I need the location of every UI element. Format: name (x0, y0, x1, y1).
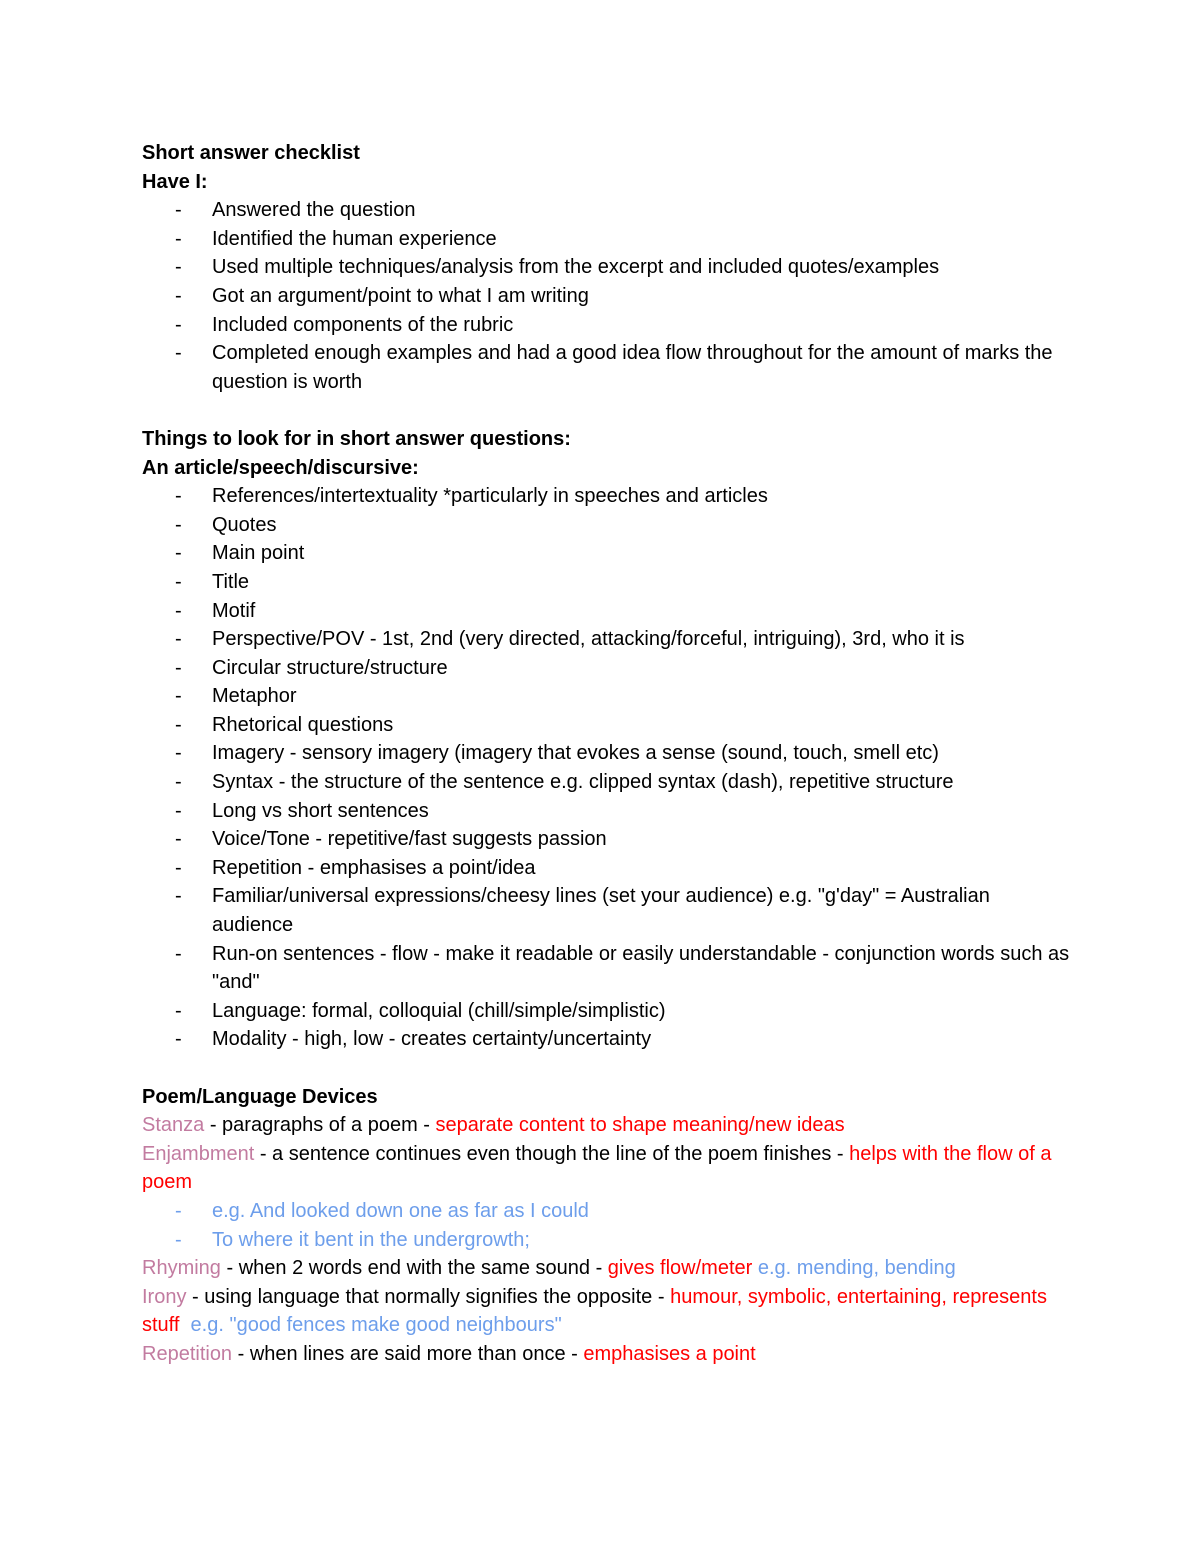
list-item: - Perspective/POV - 1st, 2nd (very directed, attacking/forceful, intriguing), 3rd, who it is (142, 625, 1072, 654)
checklist-list (142, 196, 1072, 396)
spacer (142, 1054, 1072, 1083)
things-subtitle: An article/speech/discursive: (142, 456, 419, 479)
list-item: - Answered the question (142, 196, 1072, 225)
list-item: - Rhetorical questions (142, 711, 1072, 740)
repetition-definition: - when lines are said more than once - (232, 1342, 584, 1365)
stanza-term: Stanza (142, 1114, 205, 1137)
enjambment-effect: helps with the flow of a poem (142, 1142, 1052, 1194)
stanza-definition: - paragraphs of a poem - (204, 1114, 436, 1137)
list-item: - To where it bent in the undergrowth; (142, 1226, 1072, 1255)
repetition-entry (142, 1340, 1072, 1369)
rhyming-term: Rhyming (142, 1257, 221, 1280)
list-item: - Circular structure/structure (142, 654, 1072, 683)
rhyming-example: e.g. mending, bending (752, 1257, 956, 1280)
list-item: - Run-on sentences - flow - make it readable or easily understandable - conjunction words such as "and" (142, 940, 1072, 997)
list-item: - e.g. And looked down one as far as I could (142, 1197, 1072, 1226)
enjambment-term: Enjambment (142, 1142, 255, 1165)
rhyming-effect: gives flow/meter (607, 1257, 753, 1280)
list-item: - Motif (142, 597, 1072, 626)
irony-definition: - using language that normally signifies the opposite - (186, 1285, 671, 1308)
list-item: - Main point (142, 539, 1072, 568)
rhyming-definition: - when 2 words end with the same sound - (220, 1257, 608, 1280)
list-item: - Identified the human experience (142, 225, 1072, 254)
spacer (142, 396, 1072, 425)
list-item: - Quotes (142, 511, 1072, 540)
poem-title: Poem/Language Devices (142, 1085, 378, 1108)
irony-entry (142, 1283, 1072, 1340)
list-item: - Voice/Tone - repetitive/fast suggests passion (142, 825, 1072, 854)
list-item: - Got an argument/point to what I am writing (142, 282, 1072, 311)
enjambment-entry (142, 1140, 1072, 1197)
list-item: - Long vs short sentences (142, 797, 1072, 826)
document-page (142, 139, 1072, 1369)
list-item: - Repetition - emphasises a point/idea (142, 854, 1072, 883)
list-item: - Syntax - the structure of the sentence e.g. clipped syntax (dash), repetitive structure (142, 768, 1072, 797)
repetition-effect: emphasises a point (583, 1342, 756, 1365)
list-item: - References/intertextuality *particularly in speeches and articles (142, 482, 1072, 511)
checklist-title: Short answer checklist (142, 142, 360, 164)
list-item: - Metaphor (142, 682, 1072, 711)
list-item: - Used multiple techniques/analysis from the excerpt and included quotes/examples (142, 253, 1072, 282)
list-item: - Included components of the rubric (142, 311, 1072, 340)
irony-effect: humour, symbolic, entertaining, represents stuff (142, 1285, 1047, 1337)
list-item: - Completed enough examples and had a good idea flow throughout for the amount of marks the question is worth (142, 339, 1072, 396)
stanza-entry (142, 1111, 1072, 1140)
repetition-term: Repetition (142, 1342, 233, 1365)
list-item: - Modality - high, low - creates certainty/uncertainty (142, 1025, 1072, 1054)
list-item: - Title (142, 568, 1072, 597)
things-list (142, 482, 1072, 1054)
checklist-subtitle: Have I: (142, 170, 208, 193)
list-item: - Familiar/universal expressions/cheesy lines (set your audience) e.g. "g'day" = Australian audience (142, 882, 1072, 939)
irony-example: e.g. "good fences make good neighbours" (179, 1314, 562, 1337)
things-title: Things to look for in short answer questions: (142, 427, 571, 450)
enjambment-definition: - a sentence continues even though the line of the poem finishes - (254, 1142, 850, 1165)
irony-term: Irony (142, 1285, 187, 1308)
rhyming-entry (142, 1254, 1072, 1283)
stanza-effect: separate content to shape meaning/new ideas (435, 1114, 845, 1137)
enjambment-examples (142, 1197, 1072, 1254)
list-item: - Language: formal, colloquial (chill/simple/simplistic) (142, 997, 1072, 1026)
list-item: - Imagery - sensory imagery (imagery that evokes a sense (sound, touch, smell etc) (142, 739, 1072, 768)
